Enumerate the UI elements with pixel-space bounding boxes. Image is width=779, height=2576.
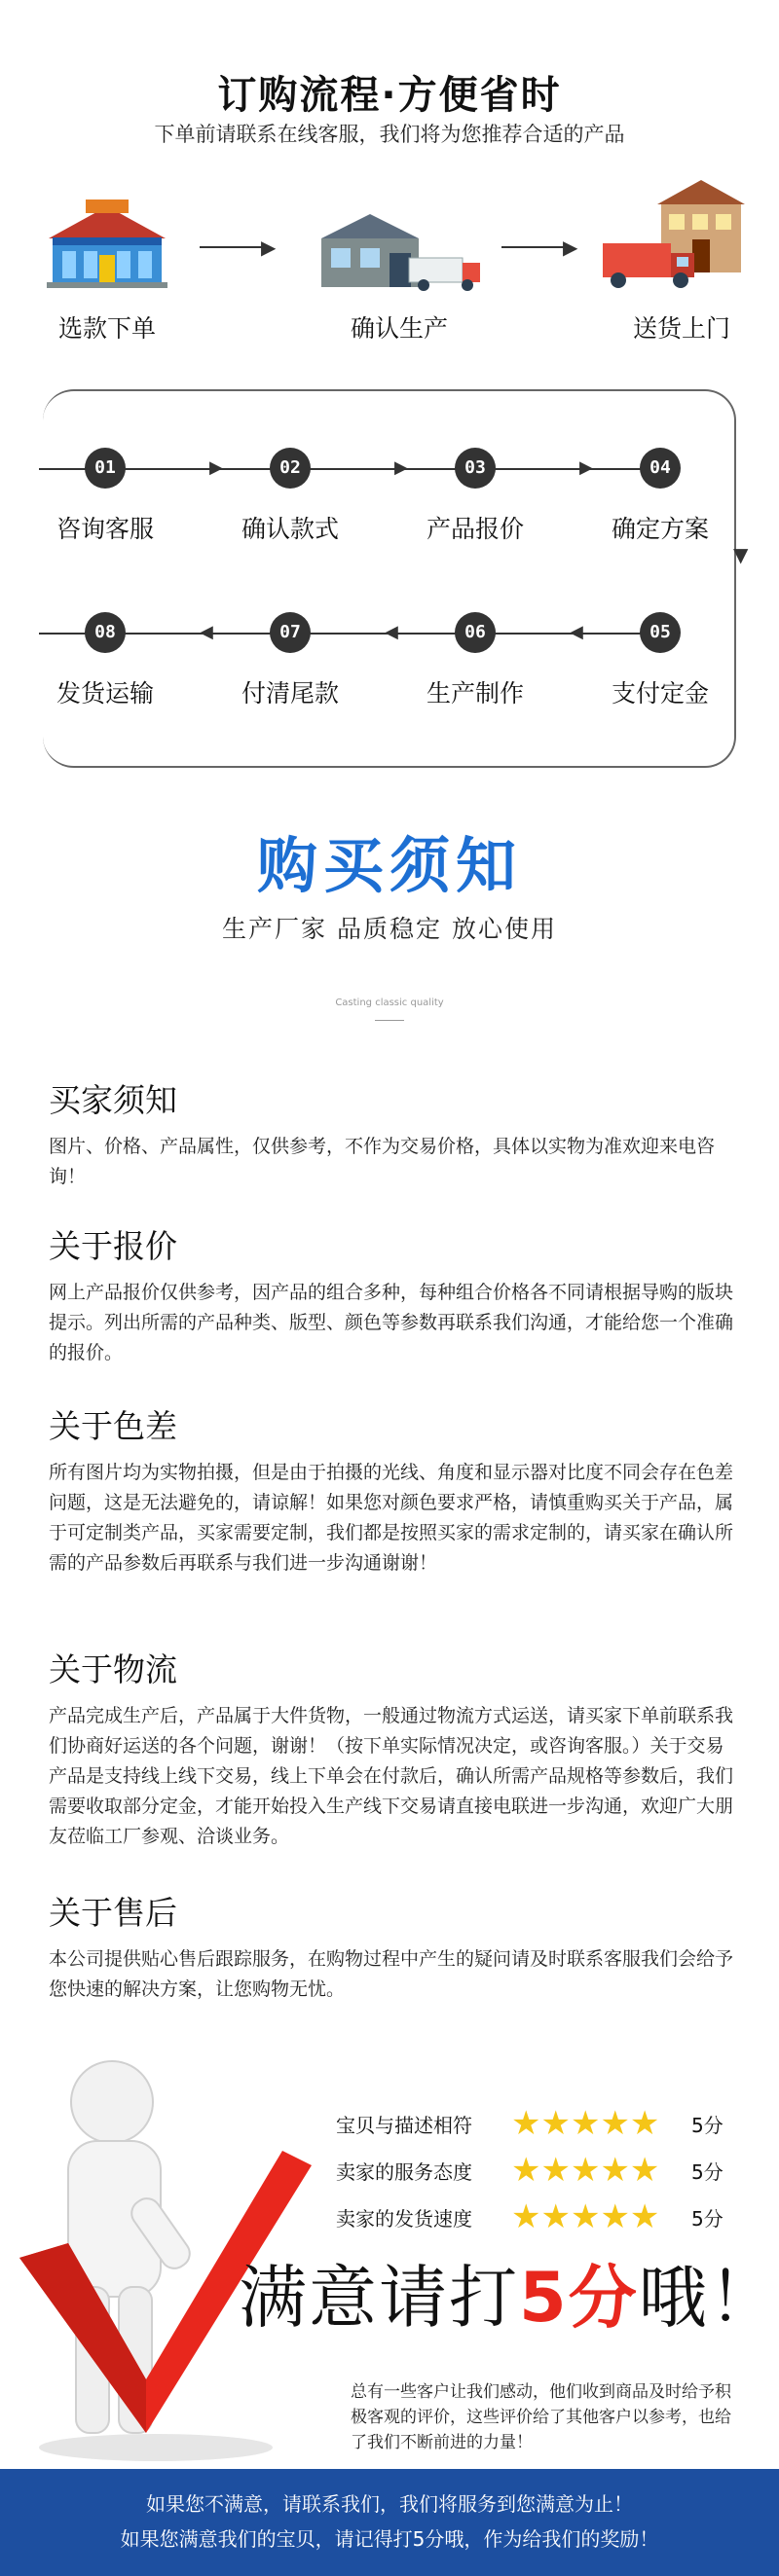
- footer-line-1: 如果您不满意，请联系我们，我们将服务到您满意为止！: [146, 2492, 633, 2516]
- notice-title: 购买须知: [256, 830, 522, 901]
- process-step-03: [407, 448, 543, 545]
- factory-icon: [312, 200, 487, 297]
- step-label: 产品报价: [426, 515, 524, 543]
- rating-label: 宝贝与描述相符: [336, 2114, 472, 2137]
- star-rating-icons: ★★★★★: [511, 2197, 660, 2236]
- section-text-quote: 网上产品报价仅供参考，因产品的组合多种，每种组合价格各不同请根据导购的版块提示。列出所需的产品种类、版型、颜色等参数再联系我们沟通，才能给您一个准确的报价。: [49, 1282, 734, 1363]
- store-icon: [39, 195, 175, 292]
- rating-paragraph: 总有一些客户让我们感动，他们收到商品及时给予积极客观的评价，这些评价给了其他客户以参考，也给了我们不断前进的力量！: [351, 2382, 731, 2452]
- step-number-badge: 07: [270, 612, 311, 653]
- arrow-right-icon: ▶: [261, 236, 277, 259]
- arrow-left-icon: ◀: [200, 622, 213, 642]
- section-text-logistics: 产品完成生产后，产品属于大件货物，一般通过物流方式运送，请买家下单前联系我们协商好运送的各个问题，谢谢！（按下单实际情况决定，或咨询客服。）关于交易产品是支持线上线下交易，线上下单会在付款后，确认所需产品规格等参数后，我们需要收取部分定金，才能开始投入生产线下交易请直接电联进一步沟通，欢迎广大朋友莅临工厂参观、洽谈业务。: [49, 1705, 734, 1847]
- process-corner-arrow-icon: ▼: [733, 543, 749, 566]
- arrow-right-icon: ▶: [563, 236, 578, 259]
- step-number-badge: 01: [85, 448, 126, 489]
- delivery-truck-icon: [599, 175, 745, 297]
- step-label: 咨询客服: [56, 515, 154, 543]
- step-label: 发货运输: [56, 679, 154, 707]
- footer-banner: [0, 2469, 779, 2576]
- tagline-divider: [375, 1020, 404, 1021]
- process-step-02: [222, 448, 358, 545]
- rating-score: 5分: [691, 2160, 723, 2184]
- stage-label-confirm: 确认生产: [350, 314, 448, 343]
- rating-row-description: [336, 2104, 745, 2143]
- process-step-04: [592, 448, 728, 545]
- step-number-badge: 02: [270, 448, 311, 489]
- order-flow-title: 订购流程·方便省时: [217, 73, 562, 118]
- process-step-08: [37, 612, 173, 709]
- slogan-text-end: 哦！: [638, 2258, 779, 2338]
- step-number-badge: 03: [455, 448, 496, 489]
- section-title-quote: 关于报价: [49, 1227, 177, 1265]
- step-label: 确定方案: [611, 515, 709, 543]
- arrow-left-icon: ◀: [385, 622, 398, 642]
- rating-score: 5分: [691, 2114, 723, 2137]
- flow-arrow-2: [501, 246, 570, 248]
- process-step-01: [37, 448, 173, 545]
- section-title-buyer: 买家须知: [49, 1081, 177, 1119]
- rating-row-shipping: [336, 2197, 745, 2236]
- process-step-07: [222, 612, 358, 709]
- slogan-text: 满意请打: [239, 2258, 519, 2338]
- arrow-right-icon: ▶: [579, 457, 593, 478]
- rating-score: 5分: [691, 2207, 723, 2231]
- process-frame: [43, 389, 736, 768]
- arrow-right-icon: ▶: [209, 457, 223, 478]
- step-label: 确认款式: [241, 515, 339, 543]
- section-title-color: 关于色差: [49, 1407, 177, 1445]
- step-number-badge: 06: [455, 612, 496, 653]
- star-rating-icons: ★★★★★: [511, 2104, 660, 2143]
- rating-label: 卖家的服务态度: [336, 2160, 472, 2184]
- section-text-buyer: 图片、价格、产品属性，仅供参考，不作为交易价格，具体以实物为准欢迎来电咨询！: [49, 1136, 716, 1187]
- rating-slogan: [239, 2243, 779, 2341]
- step-label: 生产制作: [426, 679, 524, 707]
- process-step-05: [592, 612, 728, 709]
- section-title-aftersale: 关于售后: [49, 1894, 177, 1932]
- rating-label: 卖家的发货速度: [336, 2207, 472, 2231]
- notice-tagline: Casting classic quality: [335, 998, 444, 1008]
- star-rating-icons: ★★★★★: [511, 2151, 660, 2190]
- slogan-highlight: 5分: [519, 2258, 639, 2338]
- step-label: 支付定金: [611, 679, 709, 707]
- flow-arrow-1: [200, 246, 268, 248]
- order-flow-subtitle: 下单前请联系在线客服，我们将为您推荐合适的产品: [154, 123, 625, 146]
- stage-label-deliver: 送货上门: [632, 314, 730, 343]
- step-label: 付清尾款: [241, 679, 339, 707]
- step-number-badge: 08: [85, 612, 126, 653]
- step-number-badge: 05: [640, 612, 681, 653]
- process-step-06: [407, 612, 543, 709]
- stage-label-select: 选款下单: [57, 314, 156, 343]
- notice-subtitle: 生产厂家 品质稳定 放心使用: [222, 915, 557, 943]
- section-text-aftersale: 本公司提供贴心售后跟踪服务，在购物过程中产生的疑问请及时联系客服我们会给予您快速的解决方案，让您购物无忧。: [49, 1948, 734, 2000]
- section-text-color: 所有图片均为实物拍摄，但是由于拍摄的光线、角度和显示器对比度不同会存在色差问题，这是无法避免的，请谅解！如果您对颜色要求严格，请慎重购买关于产品，属于可定制类产品，买家需要定制，我们都是按照买家的需求定制的，请买家在确认所需的产品参数后再联系与我们进一步沟通谢谢！: [49, 1462, 734, 1574]
- step-number-badge: 04: [640, 448, 681, 489]
- section-title-logistics: 关于物流: [49, 1651, 177, 1688]
- arrow-left-icon: ◀: [570, 622, 583, 642]
- arrow-right-icon: ▶: [394, 457, 408, 478]
- rating-row-service: [336, 2151, 745, 2190]
- footer-line-2: 如果您满意我们的宝贝，请记得打5分哦，作为给我们的奖励！: [120, 2527, 659, 2551]
